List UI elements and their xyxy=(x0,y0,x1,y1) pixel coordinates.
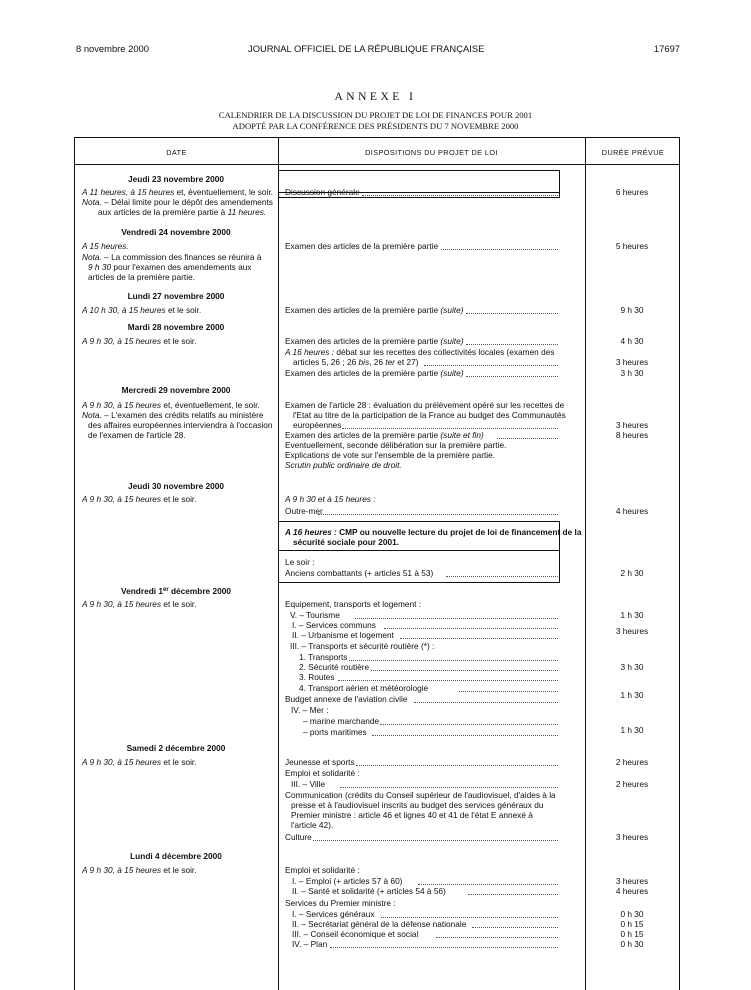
duration-value: 5 heures xyxy=(615,241,649,251)
date-note: articles de la première partie. xyxy=(88,272,195,282)
date-note: Nota. – La commission des finances se réunira à xyxy=(82,252,262,262)
dot-leader xyxy=(355,618,558,619)
duration-value: 3 heures xyxy=(615,420,649,430)
date-text: A 9 h 30, à 15 heures et, éventuellement, le soir. xyxy=(82,400,260,410)
dot-leader xyxy=(472,927,558,928)
dot-leader xyxy=(371,670,558,671)
dot-leader xyxy=(313,840,558,841)
title-line-1: CALENDRIER DE LA DISCUSSION DU PROJET DE LOI DE FINANCES POUR 2001 xyxy=(218,110,533,120)
duration-value: 6 heures xyxy=(615,187,649,197)
disposition-text: Discussion générale xyxy=(285,187,360,197)
disposition-text: Examen des articles de la première partie (suite) xyxy=(285,336,464,346)
date-text: A 9 h 30, à 15 heures et le soir. xyxy=(82,599,197,609)
header-date: 8 novembre 2000 xyxy=(76,43,149,54)
disposition-text: Examen des articles de la première partie (suite et fin) xyxy=(285,430,484,440)
disposition-text: II. – Secrétariat général de la défense nationale xyxy=(292,919,467,929)
disposition-text: l'Etat au titre de la participation de la France au budget des Communautés xyxy=(293,410,566,420)
date-text: A 9 h 30, à 15 heures et le soir. xyxy=(82,757,197,767)
duration-value: 2 h 30 xyxy=(620,568,644,578)
disposition-text: A 16 heures : CMP ou nouvelle lecture du projet de loi de financement de la xyxy=(285,527,582,537)
date-text: A 15 heures. xyxy=(82,241,129,251)
dot-leader xyxy=(441,249,558,250)
dot-leader xyxy=(338,680,558,681)
duration-value: 3 heures xyxy=(615,357,649,367)
disposition-text: Eventuellement, seconde délibération sur la première partie. xyxy=(285,440,507,450)
header-rule xyxy=(75,164,679,165)
date-text: A 11 heures, à 15 heures et, éventuellement, le soir. xyxy=(82,187,273,197)
disposition-text: Le soir : xyxy=(285,557,315,567)
dot-leader xyxy=(446,576,558,577)
date-note: Nota. – L'examen des crédits relatifs au ministère xyxy=(82,410,264,420)
disposition-text: V. – Tourisme xyxy=(290,610,340,620)
duration-value: 8 heures xyxy=(615,430,649,440)
disposition-text: 1. Transports xyxy=(299,652,348,662)
date-note: aux articles de la première partie à 11 heures. xyxy=(98,207,267,217)
dot-leader xyxy=(340,787,558,788)
col-header-date: DATE xyxy=(166,148,187,157)
disposition-text: Emploi et solidarité : xyxy=(285,865,360,875)
duration-value: 0 h 15 xyxy=(620,929,644,939)
duration-value: 3 h 30 xyxy=(620,368,644,378)
date-note: 9 h 30 pour l'examen des amendements aux xyxy=(88,262,252,272)
disposition-text: sécurité sociale pour 2001. xyxy=(293,537,400,547)
dot-leader xyxy=(381,917,558,918)
disposition-text: Budget annexe de l'aviation civile xyxy=(285,694,408,704)
duration-value: 3 heures xyxy=(615,626,649,636)
dot-leader xyxy=(372,735,558,736)
day-heading: Mardi 28 novembre 2000 xyxy=(127,322,225,332)
disposition-text: III. – Transports et sécurité routière (*) : xyxy=(290,641,435,651)
disposition-text: – ports maritimes xyxy=(303,727,367,737)
disposition-text: II. – Urbanisme et logement xyxy=(292,630,394,640)
dot-leader xyxy=(380,724,558,725)
dot-leader xyxy=(400,638,558,639)
day-heading: Vendredi 24 novembre 2000 xyxy=(121,227,231,237)
column-divider xyxy=(585,138,586,990)
disposition-text: Premier ministre : article 46 et lignes 40 et 41 de l'état E annexé à xyxy=(291,810,533,820)
disposition-text: Examen des articles de la première partie (suite) xyxy=(285,305,464,315)
disposition-text: I. – Services généraux xyxy=(292,909,375,919)
disposition-text: Explications de vote sur l'ensemble de la première partie. xyxy=(285,450,496,460)
dot-leader xyxy=(466,313,558,314)
disposition-text: Examen de l'article 28 : évaluation du prélèvement opéré sur les recettes de xyxy=(285,400,565,410)
dot-leader xyxy=(356,765,558,766)
title-line-2: ADOPTÉ PAR LA CONFÉRENCE DES PRÉSIDENTS DU 7 NOVEMBRE 2000 xyxy=(232,120,519,131)
disposition-text: I. – Emploi (+ articles 57 à 60) xyxy=(292,876,403,886)
header-page-number: 17697 xyxy=(653,43,680,54)
disposition-text: Services du Premier ministre : xyxy=(285,898,396,908)
duration-value: 1 h 30 xyxy=(620,725,644,735)
duration-value: 0 h 30 xyxy=(620,939,644,949)
disposition-text: – marine marchande xyxy=(303,716,380,726)
date-note: de l'examen de l'article 28. xyxy=(88,430,186,440)
dot-leader xyxy=(436,937,558,938)
day-heading: Vendredi 1er décembre 2000 xyxy=(121,586,231,596)
col-header-duree: DURÉE PRÉVUE xyxy=(601,148,665,157)
duration-value: 3 heures xyxy=(615,832,649,842)
disposition-text: 2. Sécurité routière xyxy=(299,662,370,672)
disposition-text: Scrutin public ordinaire de droit. xyxy=(285,460,402,470)
disposition-text: 4. Transport aérien et météorologie xyxy=(299,683,429,693)
header-journal-title: JOURNAL OFFICIEL DE LA RÉPUBLIQUE FRANÇAISE xyxy=(248,43,485,54)
disposition-text: Examen des articles de la première partie xyxy=(285,241,439,251)
disposition-text: IV. – Mer : xyxy=(291,705,329,715)
duration-value: 0 h 30 xyxy=(620,909,644,919)
disposition-text: Jeunesse et sports xyxy=(285,757,355,767)
day-heading: Jeudi 23 novembre 2000 xyxy=(128,174,224,184)
date-text: A 9 h 30, à 15 heures et le soir. xyxy=(82,336,197,346)
disposition-text: 3. Routes xyxy=(299,672,335,682)
duration-value: 9 h 30 xyxy=(620,305,644,315)
disposition-text: II. – Santé et solidarité (+ articles 54 à 56) xyxy=(292,886,446,896)
dot-leader xyxy=(466,376,558,377)
dot-leader xyxy=(459,691,558,692)
disposition-text: articles 5, 26 ; 26 bis, 26 ter et 27) xyxy=(293,357,419,367)
disposition-text: Culture xyxy=(285,832,312,842)
day-heading: Lundi 4 décembre 2000 xyxy=(130,851,222,861)
duration-value: 0 h 15 xyxy=(620,919,644,929)
disposition-text: IV. – Plan xyxy=(292,939,328,949)
document-title xyxy=(0,110,751,131)
date-note: Nota. – Délai limite pour le dépôt des amendements xyxy=(82,197,273,207)
date-text: A 9 h 30, à 15 heures et le soir. xyxy=(82,494,197,504)
dot-leader xyxy=(497,438,558,439)
day-heading: Samedi 2 décembre 2000 xyxy=(126,743,226,753)
disposition-text: Equipement, transports et logement : xyxy=(285,599,422,609)
dot-leader xyxy=(424,365,558,366)
disposition-text: Outre-mer xyxy=(285,506,323,516)
duration-value: 4 heures xyxy=(615,886,649,896)
day-heading: Lundi 27 novembre 2000 xyxy=(127,291,225,301)
duration-value: 4 h 30 xyxy=(620,336,644,346)
disposition-text: Emploi et solidarité : xyxy=(285,768,360,778)
col-header-dispositions: DISPOSITIONS DU PROJET DE LOI xyxy=(365,148,498,157)
dot-leader xyxy=(342,428,558,429)
dot-leader xyxy=(362,195,558,196)
dot-leader xyxy=(349,660,558,661)
disposition-text: Communication (crédits du Conseil supérieur de l'audiovisuel, d'aides à la xyxy=(285,790,556,800)
disposition-text: presse et à l'audiovisuel inscrits au budget des services généraux du xyxy=(291,800,544,810)
dot-leader xyxy=(318,514,558,515)
disposition-text: Anciens combattants (+ articles 51 à 53) xyxy=(285,568,434,578)
annexe-heading: ANNEXE I xyxy=(334,91,417,103)
duration-value: 2 heures xyxy=(615,779,649,789)
day-heading: Jeudi 30 novembre 2000 xyxy=(128,481,224,491)
disposition-text: l'article 42). xyxy=(291,820,334,830)
dot-leader xyxy=(468,894,558,895)
duration-value: 2 heures xyxy=(615,757,649,767)
date-text: A 10 h 30, à 15 heures et le soir. xyxy=(82,305,202,315)
duration-value: 3 h 30 xyxy=(620,662,644,672)
date-note: des affaires européennes interviendra à l'occasion xyxy=(88,420,273,430)
disposition-text: III. – Conseil économique et social xyxy=(292,929,419,939)
date-text: A 9 h 30, à 15 heures et le soir. xyxy=(82,865,197,875)
dot-leader xyxy=(384,628,558,629)
disposition-text: européennes xyxy=(293,420,342,430)
duration-value: 1 h 30 xyxy=(620,610,644,620)
running-header xyxy=(76,44,680,58)
duration-value: 3 heures xyxy=(615,876,649,886)
disposition-text: A 9 h 30 et à 15 heures : xyxy=(285,494,376,504)
duration-value: 1 h 30 xyxy=(620,690,644,700)
dot-leader xyxy=(330,947,558,948)
disposition-text: I. – Services communs xyxy=(292,620,376,630)
dot-leader xyxy=(466,344,558,345)
disposition-text: A 16 heures : débat sur les recettes des collectivités locales (examen des xyxy=(285,347,555,357)
dot-leader xyxy=(418,884,558,885)
disposition-text: III. – Ville xyxy=(291,779,325,789)
duration-value: 4 heures xyxy=(615,506,649,516)
dot-leader xyxy=(414,702,558,703)
disposition-text: Examen des articles de la première partie (suite) xyxy=(285,368,464,378)
day-heading: Mercredi 29 novembre 2000 xyxy=(121,385,231,395)
